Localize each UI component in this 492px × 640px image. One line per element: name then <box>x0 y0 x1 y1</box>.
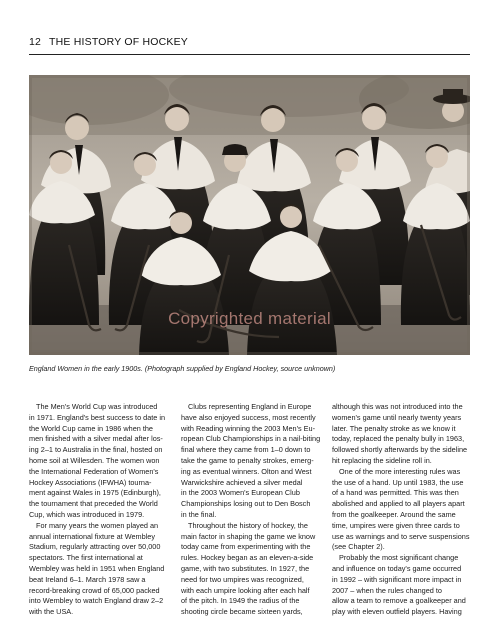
text-line: Wembley was held in 1951 when England <box>29 563 165 573</box>
text-line: Warwickshire achieved a silver medal <box>181 477 303 487</box>
text-line: men finished with a silver medal after los- <box>29 434 163 444</box>
text-line: although this was not introduced into the <box>332 402 463 411</box>
text-line: from the goalkeeper. Around the same <box>332 509 456 519</box>
text-line: spectators. The first international at <box>29 553 143 563</box>
text-line: The Men's World Cup was introduced <box>36 402 158 411</box>
text-line: time, umpires were given three cards to <box>332 520 460 530</box>
text-line: the use of a hand. Up until 1983, the use <box>332 477 464 487</box>
page-number: 12 <box>29 36 42 48</box>
text-line: the World Cup came in 1986 when the <box>29 423 153 433</box>
text-line: ing 2–1 to Australia in the final, hosted on <box>29 445 163 455</box>
running-title: THE HISTORY OF HOCKEY <box>49 36 189 48</box>
text-line: (see Chapter 2). <box>332 542 385 552</box>
text-line: in the 2003 Women's European Club <box>181 488 300 498</box>
text-line: rules. Hockey began as an eleven-a-side <box>181 553 314 563</box>
text-line: and influence on today's game occurred <box>332 563 462 573</box>
text-line: allow a team to remove a goalkeeper and <box>332 596 466 606</box>
text-line: One of the more interesting rules was <box>339 466 461 476</box>
text-line: home soil at Willesden. The women won <box>29 455 160 465</box>
text-line: Probably the most significant change <box>339 553 459 563</box>
text-line: ropean Club Championships in a nail-biting <box>181 434 321 444</box>
figure-caption: England Women in the early 1900s. (Photograph supplied by England Hockey, source unknown) <box>29 364 336 373</box>
text-line: take the game to penalty strokes, emerg- <box>181 455 314 465</box>
text-line: ing as eventual winners. Olton and West <box>181 466 312 476</box>
text-line: shooting circle became sixteen yards, <box>181 607 303 617</box>
header-rule <box>29 54 470 55</box>
text-line: in 1992 – with significant more impact in <box>332 574 462 584</box>
text-line: with the USA. <box>29 607 74 617</box>
text-line: For many years the women played an <box>36 520 159 530</box>
text-line: with each umpire looking after each half <box>181 585 310 595</box>
text-line: Cup, which was introduced in 1979. <box>29 509 145 519</box>
text-line: Stadium, regularly attracting over 50,000 <box>29 542 161 552</box>
text-line: into Wembley to watch England draw 2–2 <box>29 596 164 606</box>
text-line: women's game until nearly twenty years <box>332 412 462 422</box>
text-line: today, replaced the penalty bully in 1963, <box>332 434 465 444</box>
text-line: Championships losing out to Den Bosch <box>181 499 311 509</box>
text-line: beat Ireland 6–1. March 1978 saw a <box>29 574 146 584</box>
text-line: hit replacing the sideline roll in. <box>332 455 432 465</box>
text-line: Throughout the history of hockey, the <box>188 520 308 530</box>
text-line: followed shortly afterwards by the sideline <box>332 445 468 455</box>
text-line: of a hand was permitted. This was then <box>332 488 459 498</box>
text-line: Hockey Associations (IFWHA) tourna- <box>29 477 152 487</box>
text-line: ment against Wales in 1975 (Edinburgh), <box>29 488 161 498</box>
text-line: later. The penalty stroke as we know it <box>332 423 456 433</box>
text-line: with Reading winning the 2003 Men's Eu- <box>181 423 316 433</box>
text-line: game, with two substitutes. In 1927, the <box>181 563 310 573</box>
text-line: record-breaking crowd of 65,000 packed <box>29 585 160 595</box>
text-line: 2007 – when the rules changed to <box>332 585 442 595</box>
text-line: the tournament that preceded the World <box>29 499 158 509</box>
text-line: use as warnings and to serve suspensions <box>332 531 470 541</box>
body-column-2 <box>181 402 321 618</box>
text-line: Clubs representing England in Europe <box>188 402 312 411</box>
text-line: of the pitch. In 1949 the radius of the <box>181 596 300 606</box>
text-line: final where they came from 1–0 down to <box>181 445 311 455</box>
text-line: have also enjoyed success, most recently <box>181 412 316 422</box>
copyright-watermark: Copyrighted material <box>168 309 331 328</box>
text-line: in the final. <box>181 509 217 519</box>
team-photograph <box>29 75 470 355</box>
text-line: need for two umpires was recognized, <box>181 574 304 584</box>
text-line: today came from experimenting with the <box>181 542 311 552</box>
text-line: main factor in shaping the game we know <box>181 531 316 541</box>
body-column-3 <box>332 402 468 618</box>
running-header <box>29 36 469 50</box>
body-column-1 <box>29 402 165 618</box>
text-line: abolished and applied to all players apart <box>332 499 465 509</box>
text-line: in 1971. England's best success to date in <box>29 412 166 422</box>
text-line: the International Federation of Women's <box>29 466 159 476</box>
text-line: play with eleven outfield players. Having <box>332 607 462 617</box>
text-line: annual international fixture at Wembley <box>29 531 156 541</box>
